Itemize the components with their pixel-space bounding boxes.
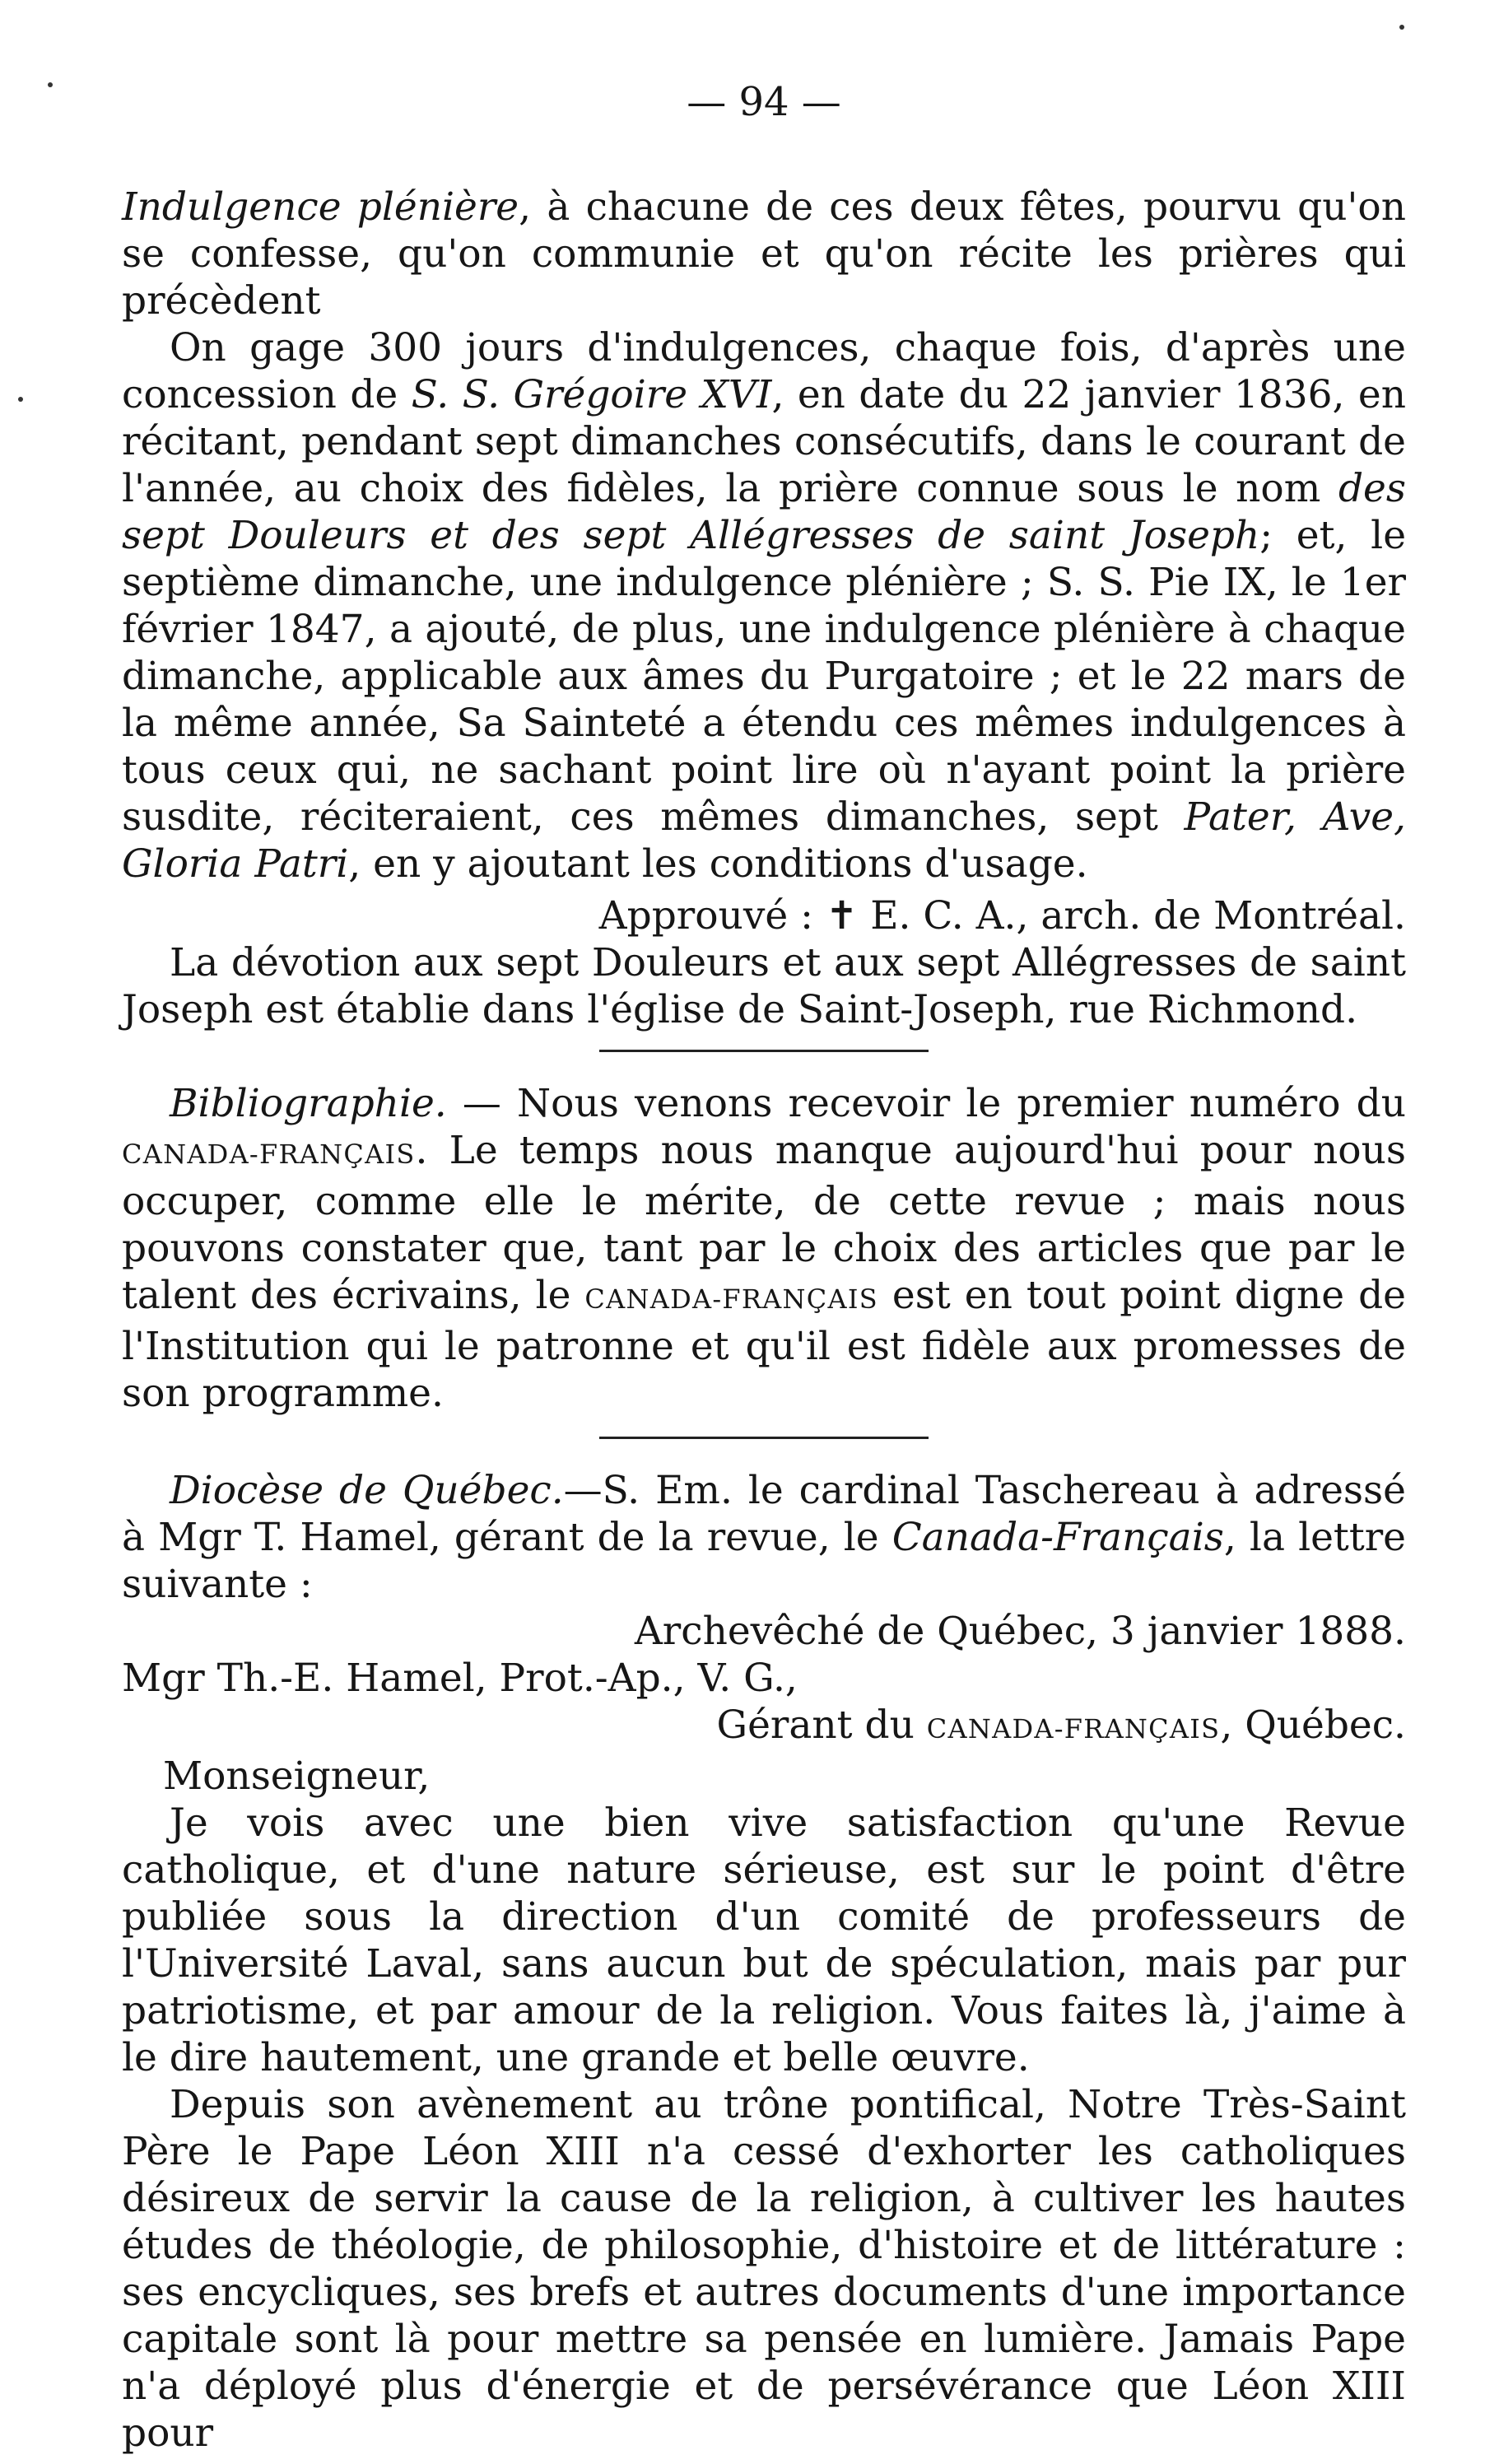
letter-addressee-role: Gérant du CANADA-FRANÇAIS, Québec.: [716, 1702, 1406, 1748]
paragraph-diocese: Diocèse de Québec.—S. Em. le cardinal Taschereau à adressé à Mgr T. Hamel, gérant de la revue, le Canada-Français, la lettre suivante :: [122, 1468, 1406, 1607]
paragraph-devotion: La dévotion aux sept Douleurs et aux sept Allégresses de saint Joseph est établie dans l'église de Saint-Joseph, rue Richmond.: [122, 940, 1406, 1032]
section-divider: [599, 1050, 929, 1052]
paragraph-bibliographie: Bibliographie. — Nous venons recevoir le premier numéro du CANADA-FRANÇAIS. Le temps nous manque aujourd'hui pour nous occuper, comme elle le mérite, de cette revue ; mais nous pouvons constater que, tant par le choix des articles que par le talent des écrivains, le CANADA-FRANÇAIS est en tout point digne de l'Institution qui le patronne et qu'il est fidèle aux promesses de son programme.: [122, 1081, 1406, 1416]
document-page: [122, 79, 1406, 2457]
heading-indulgence: Indulgence plénière: [122, 184, 519, 230]
letter-paragraph-2: Depuis son avènement au trône pontifical, Notre Très-Saint Père le Pape Léon XIII n'a cessé d'exhorter les catholiques désireux de servir la cause de la religion, à cultiver les hautes études de théologie, de philosophie, d'histoire et de littérature : ses encycliques, ses brefs et autres documents d'une importance capitale sont là pour mettre sa pensée en lumière. Jamais Pape n'a déployé plus d'énergie et de persévérance que Léon XIII pour: [122, 2082, 1406, 2456]
letter-place-date: Archevêché de Québec, 3 janvier 1888.: [634, 1609, 1406, 1654]
speck-top-left: [48, 82, 53, 87]
heading-diocese: Diocèse de Québec.: [170, 1468, 564, 1513]
speck-left-margin: [18, 397, 23, 402]
heading-bibliographie: Bibliographie.: [170, 1081, 447, 1126]
paragraph-concession: On gage 300 jours d'indulgences, chaque fois, d'après une concession de S. S. Grégoire XVI, en date du 22 janvier 1836, en récitant, pendant sept dimanches consécutifs, dans le courant de l'année, au choix des fidèles, la prière connue sous le nom des sept Douleurs et des sept Allégresses de saint Joseph; et, le septième dimanche, une indulgence plénière ; S. S. Pie IX, le 1er février 1847, a ajouté, de plus, une indulgence plénière à chaque dimanche, applicable aux âmes du Purgatoire ; et le 22 mars de la même année, Sa Sainteté a étendu ces mêmes indulgences à tous ceux qui, ne sachant point lire où n'ayant point la prière susdite, réciteraient, ces mêmes dimanches, sept Pater, Ave, Gloria Patri, en y ajoutant les conditions d'usage.: [122, 325, 1407, 887]
letter-addressee: Mgr Th.-E. Hamel, Prot.-Ap., V. G.,: [122, 1656, 798, 1701]
speck-top-right: [1399, 25, 1404, 30]
approval-line: Approuvé : ✝ E. C. A., arch. de Montréal.: [598, 893, 1406, 939]
letter-salutation: Monseigneur,: [163, 1754, 431, 1799]
paragraph-indulgence: Indulgence plénière, à chacune de ces deux fêtes, pourvu qu'on se confesse, qu'on communie et qu'on récite les prières qui précèdent: [122, 184, 1406, 324]
letter-paragraph-1: Je vois avec une bien vive satisfaction qu'une Revue catholique, et d'une nature sérieuse, est sur le point d'être publiée sous la direction d'un comité de professeurs de l'Université Laval, sans aucun but de spéculation, mais par pur patriotisme, et par amour de la religion. Vous faites là, j'aime à le dire hautement, une grande et belle œuvre.: [122, 1800, 1406, 2080]
page-number: — 94 —: [687, 79, 841, 125]
section-divider: [599, 1437, 929, 1439]
